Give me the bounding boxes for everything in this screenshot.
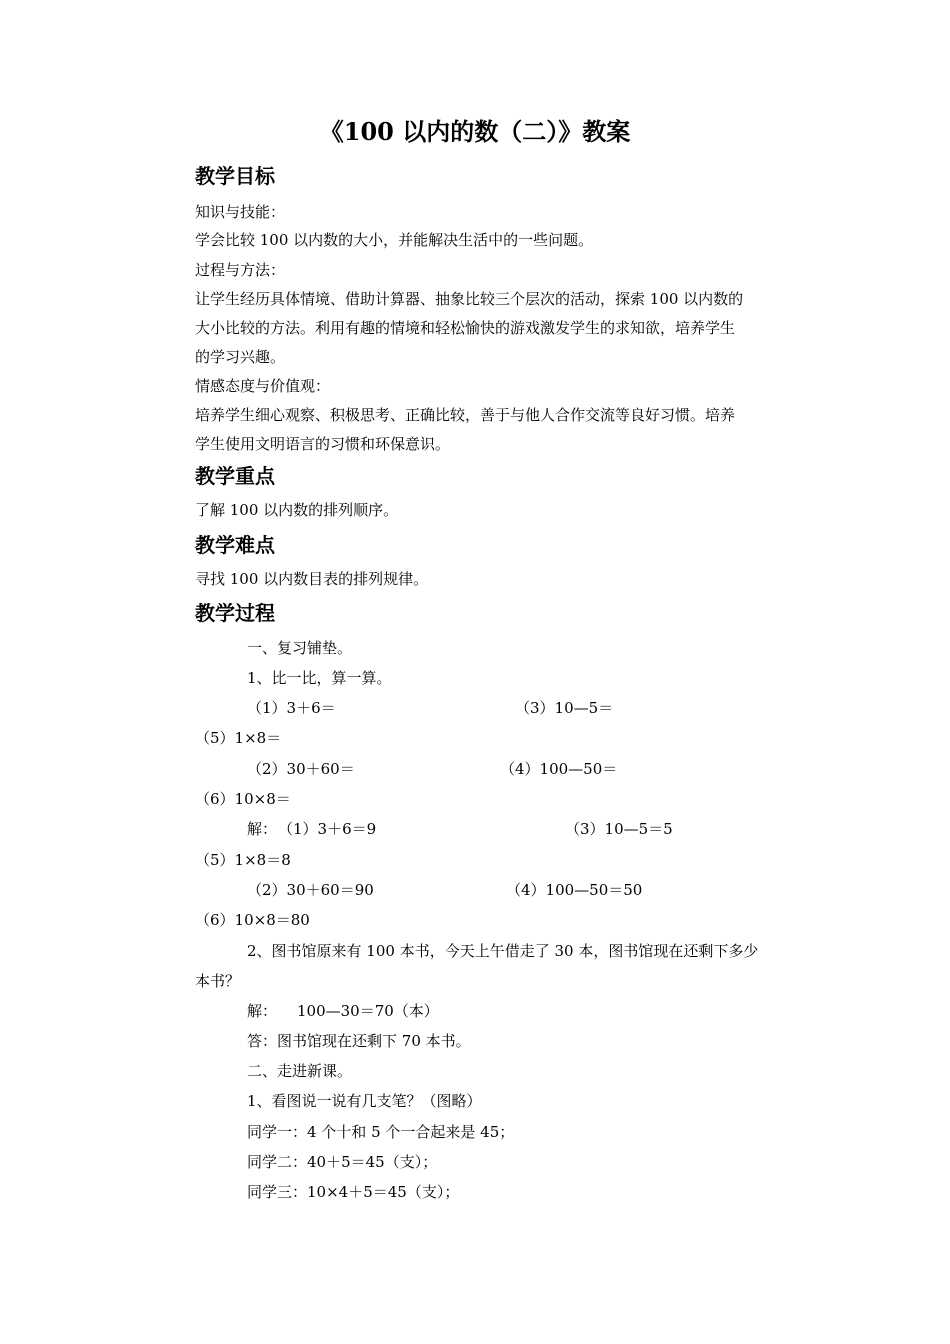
- heading-objectives: 教学目标: [195, 164, 275, 188]
- heading-difficulty: 教学难点: [195, 533, 275, 557]
- review-title: 一、复习铺垫。: [247, 639, 353, 657]
- student-answer-2: 同学二：40＋5＝45（支）；: [247, 1153, 438, 1171]
- heading-process: 教学过程: [195, 601, 275, 625]
- attitude-line: 学生使用文明语言的习惯和环保意识。: [195, 435, 451, 453]
- exercise-2-answer: 答：图书馆现在还剩下 70 本书。: [247, 1032, 471, 1050]
- process-line: 大小比较的方法。利用有趣的情境和轻松愉快的游戏激发学生的求知欲，培养学生: [195, 319, 736, 337]
- answer-4: （4）100—50＝50: [506, 881, 643, 899]
- question-2: （2）30＋60＝: [247, 760, 355, 778]
- key-point-text: 了解 100 以内数的排列顺序。: [195, 501, 399, 519]
- answer-3: （3）10—5＝5: [565, 820, 673, 838]
- student-answer-3: 同学三：10×4＋5＝45（支）；: [247, 1183, 460, 1201]
- exercise-2-line: 本书？: [195, 972, 241, 990]
- attitude-label: 情感态度与价值观：: [195, 377, 331, 395]
- knowledge-label: 知识与技能：: [195, 203, 286, 221]
- new-lesson-title: 二、走进新课。: [247, 1062, 353, 1080]
- student-answer-1: 同学一：4 个十和 5 个一合起来是 45；: [247, 1123, 515, 1141]
- exercise-2-solution: 100—30＝70（本）: [297, 1002, 439, 1020]
- attitude-line: 培养学生细心观察、积极思考、正确比较，善于与他人合作交流等良好习惯。培养: [195, 406, 736, 424]
- process-line: 让学生经历具体情境、借助计算器、抽象比较三个层次的活动，探索 100 以内数的: [195, 290, 744, 308]
- answer-5: （5）1×8＝8: [195, 851, 291, 869]
- question-4: （4）100—50＝: [500, 760, 618, 778]
- exercise-2-solution-prefix: 解：: [247, 1002, 278, 1020]
- question-5: （5）1×8＝: [195, 729, 282, 747]
- question-6: （6）10×8＝: [195, 790, 291, 808]
- new-lesson-item-1: 1、看图说一说有几支笔？（图略）: [247, 1092, 482, 1110]
- process-label: 过程与方法：: [195, 261, 286, 279]
- exercise-2-line: 2、图书馆原来有 100 本书，今天上午借走了 30 本，图书馆现在还剩下多少: [247, 942, 759, 960]
- solution-prefix: 解：: [247, 820, 278, 838]
- document-title: 《100 以内的数（二）》教案: [319, 117, 631, 146]
- question-1: （1）3＋6＝: [247, 699, 336, 717]
- process-line: 的学习兴趣。: [195, 348, 286, 366]
- answer-6: （6）10×8＝80: [195, 911, 310, 929]
- question-3: （3）10—5＝: [515, 699, 614, 717]
- knowledge-text: 学会比较 100 以内数的大小，并能解决生活中的一些问题。: [195, 231, 594, 249]
- answer-1: （1）3＋6＝9: [278, 820, 377, 838]
- difficulty-text: 寻找 100 以内数目表的排列规律。: [195, 570, 429, 588]
- heading-key-point: 教学重点: [195, 464, 275, 488]
- answer-2: （2）30＋60＝90: [247, 881, 374, 899]
- exercise-1-title: 1、比一比，算一算。: [247, 669, 392, 687]
